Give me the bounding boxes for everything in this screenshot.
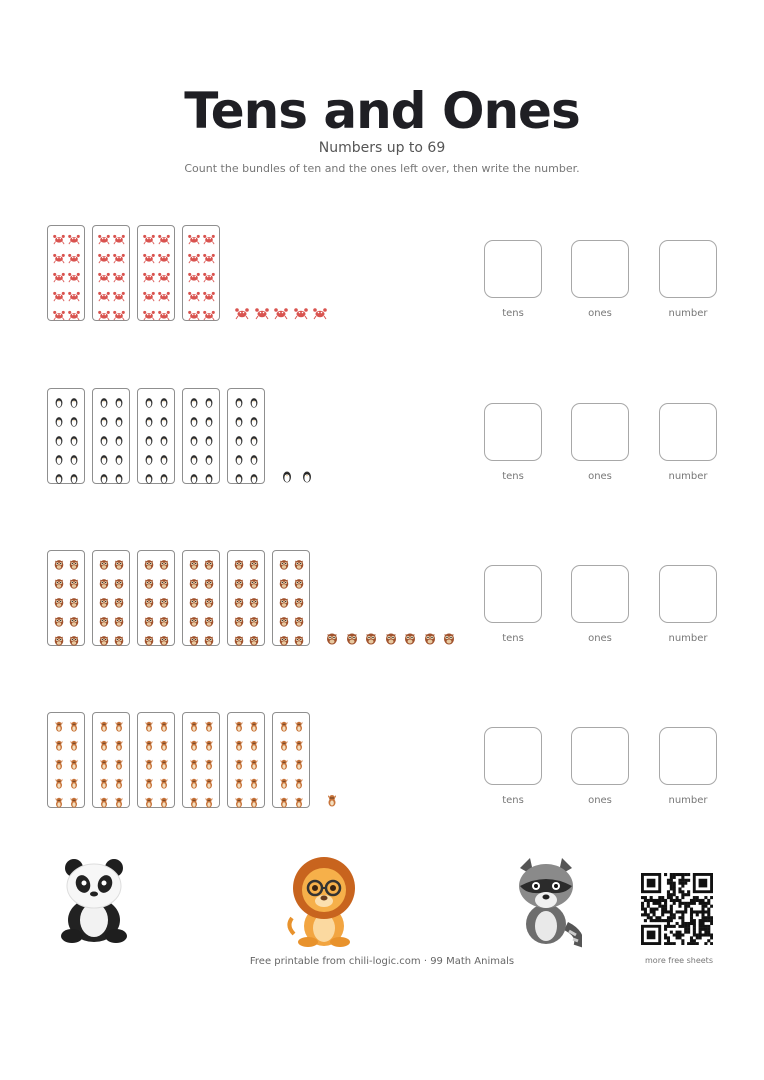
penguin-icon [68, 469, 80, 481]
lion-illustration [284, 856, 364, 948]
owl-icon [113, 574, 125, 586]
owl-icon [293, 612, 305, 624]
owl-icon [68, 631, 80, 643]
crab-icon [98, 268, 110, 280]
deer-icon [98, 736, 110, 748]
deer-icon [248, 774, 260, 786]
page-subtitle: Numbers up to 69 [318, 140, 446, 156]
penguin-icon [158, 412, 170, 424]
penguin-icon [113, 412, 125, 424]
deer-icon [113, 793, 125, 805]
penguin-icon [203, 393, 215, 405]
owl-icon [98, 593, 110, 605]
crab-icon [143, 230, 155, 242]
crab-icon [68, 306, 80, 318]
tens-label: tens [502, 633, 524, 644]
deer-icon [233, 755, 245, 767]
owl-icon [248, 631, 260, 643]
crab-icon [98, 249, 110, 261]
ten-bundle [47, 550, 85, 646]
penguin-icon [53, 450, 65, 462]
penguin-icon [113, 450, 125, 462]
crab-icon [68, 287, 80, 299]
owl-icon [233, 574, 245, 586]
crab-icon [274, 305, 288, 319]
deer-icon [113, 774, 125, 786]
crab-icon [188, 268, 200, 280]
ones-answer-box[interactable] [571, 240, 629, 298]
ten-bundle [227, 550, 265, 646]
tens-label: tens [502, 308, 524, 319]
crab-icon [143, 268, 155, 280]
ten-bundle [47, 388, 85, 484]
deer-icon [98, 717, 110, 729]
owl-icon [203, 593, 215, 605]
crab-icon [313, 305, 327, 319]
qr-label: more free sheets [645, 956, 713, 965]
owl-icon [248, 574, 260, 586]
owl-icon [98, 555, 110, 567]
deer-icon [158, 774, 170, 786]
deer-icon [53, 793, 65, 805]
crab-icon [113, 287, 125, 299]
deer-icon [53, 755, 65, 767]
owl-icon [68, 593, 80, 605]
raccoon-illustration [512, 856, 582, 948]
deer-icon [158, 793, 170, 805]
owl-icon [248, 612, 260, 624]
deer-icon [203, 755, 215, 767]
owl-icon [203, 574, 215, 586]
deer-icon [113, 755, 125, 767]
crab-icon [113, 306, 125, 318]
penguin-icon [233, 450, 245, 462]
owl-icon [278, 631, 290, 643]
penguin-icon [233, 393, 245, 405]
deer-icon [113, 736, 125, 748]
owl-icon [113, 612, 125, 624]
penguin-icon [188, 431, 200, 443]
deer-icon [158, 755, 170, 767]
penguin-icon [53, 431, 65, 443]
ten-bundle [137, 388, 175, 484]
owl-icon [293, 631, 305, 643]
penguin-icon [248, 393, 260, 405]
owl-icon [113, 631, 125, 643]
ten-bundle [92, 550, 130, 646]
owl-icon [345, 630, 359, 644]
penguin-icon [158, 469, 170, 481]
owl-icon [143, 631, 155, 643]
penguin-icon [98, 469, 110, 481]
deer-icon [188, 717, 200, 729]
penguin-icon [248, 450, 260, 462]
deer-icon [188, 736, 200, 748]
ten-bundle [92, 712, 130, 808]
crab-icon [143, 287, 155, 299]
number-answer-box[interactable] [659, 403, 717, 461]
deer-icon [68, 793, 80, 805]
owl-icon [248, 555, 260, 567]
penguin-icon [233, 412, 245, 424]
crab-icon [203, 287, 215, 299]
deer-icon [293, 774, 305, 786]
penguin-icon [143, 412, 155, 424]
crab-icon [203, 230, 215, 242]
deer-icon [113, 717, 125, 729]
penguin-icon [248, 412, 260, 424]
penguin-icon [98, 450, 110, 462]
crab-icon [188, 306, 200, 318]
problem-row [0, 712, 764, 822]
owl-icon [53, 612, 65, 624]
footer-credit: Free printable from chili-logic.com · 99 Math Animals [249, 956, 515, 967]
penguin-icon [280, 468, 294, 482]
deer-icon [293, 717, 305, 729]
owl-icon [53, 555, 65, 567]
owl-icon [158, 612, 170, 624]
owl-icon [143, 555, 155, 567]
ones-answer-box[interactable] [571, 565, 629, 623]
penguin-icon [113, 469, 125, 481]
panda-illustration [58, 858, 130, 944]
deer-icon [53, 736, 65, 748]
deer-icon [158, 717, 170, 729]
owl-icon [188, 631, 200, 643]
owl-icon [188, 555, 200, 567]
number-answer-box[interactable] [659, 240, 717, 298]
page-title: Tens and Ones [184, 82, 580, 140]
owl-icon [53, 574, 65, 586]
owl-icon [233, 593, 245, 605]
crab-icon [113, 268, 125, 280]
deer-icon [68, 755, 80, 767]
owl-icon [143, 574, 155, 586]
deer-icon [325, 792, 339, 806]
deer-icon [278, 755, 290, 767]
penguin-icon [98, 412, 110, 424]
ten-bundle [92, 388, 130, 484]
owl-icon [68, 574, 80, 586]
penguin-icon [188, 412, 200, 424]
owl-icon [403, 630, 417, 644]
deer-icon [233, 793, 245, 805]
owl-icon [278, 555, 290, 567]
owl-icon [325, 630, 339, 644]
ten-bundle [272, 712, 310, 808]
deer-icon [248, 755, 260, 767]
owl-icon [233, 631, 245, 643]
deer-icon [248, 793, 260, 805]
owl-icon [278, 574, 290, 586]
deer-icon [278, 774, 290, 786]
deer-icon [68, 774, 80, 786]
owl-icon [158, 631, 170, 643]
deer-icon [143, 755, 155, 767]
ones-label: ones [588, 795, 612, 806]
deer-icon [158, 736, 170, 748]
number-answer-box[interactable] [659, 727, 717, 785]
owl-icon [68, 555, 80, 567]
crab-icon [158, 306, 170, 318]
crab-icon [98, 230, 110, 242]
crab-icon [98, 306, 110, 318]
crab-icon [188, 287, 200, 299]
ten-bundle [227, 388, 265, 484]
ten-bundle [182, 550, 220, 646]
owl-icon [233, 612, 245, 624]
ten-bundle [137, 225, 175, 321]
crab-icon [98, 287, 110, 299]
ten-bundle [47, 712, 85, 808]
deer-icon [248, 736, 260, 748]
deer-icon [68, 717, 80, 729]
penguin-icon [248, 469, 260, 481]
penguin-icon [53, 469, 65, 481]
deer-icon [203, 717, 215, 729]
problem-row [0, 388, 764, 498]
owl-icon [158, 593, 170, 605]
deer-icon [188, 793, 200, 805]
tens-answer-box[interactable] [484, 240, 542, 298]
deer-icon [233, 717, 245, 729]
owl-icon [98, 612, 110, 624]
ten-bundle [182, 225, 220, 321]
crab-icon [203, 249, 215, 261]
penguin-icon [53, 412, 65, 424]
penguin-icon [248, 431, 260, 443]
penguin-icon [203, 412, 215, 424]
instructions: Count the bundles of ten and the ones left over, then write the number. [184, 162, 580, 175]
ten-bundle [137, 550, 175, 646]
owl-icon [278, 612, 290, 624]
owl-icon [384, 630, 398, 644]
penguin-icon [53, 393, 65, 405]
number-label: number [668, 795, 708, 806]
crab-icon [53, 287, 65, 299]
ones-answer-box[interactable] [571, 727, 629, 785]
deer-icon [53, 774, 65, 786]
crab-icon [203, 306, 215, 318]
deer-icon [293, 793, 305, 805]
owl-icon [293, 593, 305, 605]
owl-icon [53, 631, 65, 643]
crab-icon [158, 287, 170, 299]
owl-icon [293, 574, 305, 586]
owl-icon [293, 555, 305, 567]
tens-label: tens [502, 471, 524, 482]
owl-icon [143, 593, 155, 605]
ten-bundle [47, 225, 85, 321]
number-label: number [668, 471, 708, 482]
owl-icon [203, 612, 215, 624]
penguin-icon [158, 450, 170, 462]
deer-icon [188, 755, 200, 767]
ones-label: ones [588, 308, 612, 319]
crab-icon [158, 230, 170, 242]
crab-icon [158, 249, 170, 261]
deer-icon [53, 717, 65, 729]
crab-icon [143, 249, 155, 261]
ten-bundle [92, 225, 130, 321]
penguin-icon [143, 450, 155, 462]
crab-icon [158, 268, 170, 280]
tens-label: tens [502, 795, 524, 806]
problem-row [0, 550, 764, 660]
penguin-icon [68, 412, 80, 424]
ones-answer-box[interactable] [571, 403, 629, 461]
owl-icon [278, 593, 290, 605]
penguin-icon [203, 469, 215, 481]
crab-icon [53, 249, 65, 261]
owl-icon [203, 555, 215, 567]
owl-icon [423, 630, 437, 644]
penguin-icon [98, 431, 110, 443]
tens-answer-box[interactable] [484, 403, 542, 461]
deer-icon [143, 774, 155, 786]
deer-icon [203, 736, 215, 748]
deer-icon [68, 736, 80, 748]
tens-answer-box[interactable] [484, 727, 542, 785]
penguin-icon [143, 469, 155, 481]
deer-icon [98, 755, 110, 767]
crab-icon [68, 249, 80, 261]
owl-icon [364, 630, 378, 644]
penguin-icon [188, 393, 200, 405]
crab-icon [143, 306, 155, 318]
deer-icon [278, 717, 290, 729]
deer-icon [143, 793, 155, 805]
penguin-icon [68, 450, 80, 462]
owl-icon [442, 630, 456, 644]
owl-icon [113, 555, 125, 567]
penguin-icon [203, 431, 215, 443]
owl-icon [188, 593, 200, 605]
deer-icon [248, 717, 260, 729]
penguin-icon [188, 469, 200, 481]
owl-icon [68, 612, 80, 624]
deer-icon [293, 755, 305, 767]
owl-icon [188, 612, 200, 624]
penguin-icon [68, 393, 80, 405]
deer-icon [278, 736, 290, 748]
penguin-icon [158, 393, 170, 405]
penguin-icon [143, 431, 155, 443]
ten-bundle [272, 550, 310, 646]
owl-icon [158, 574, 170, 586]
penguin-icon [98, 393, 110, 405]
deer-icon [98, 774, 110, 786]
penguin-icon [188, 450, 200, 462]
number-label: number [668, 633, 708, 644]
crab-icon [68, 268, 80, 280]
crab-icon [188, 249, 200, 261]
owl-icon [98, 574, 110, 586]
penguin-icon [113, 431, 125, 443]
deer-icon [233, 736, 245, 748]
ten-bundle [137, 712, 175, 808]
deer-icon [278, 793, 290, 805]
penguin-icon [233, 469, 245, 481]
ones-label: ones [588, 633, 612, 644]
crab-icon [53, 268, 65, 280]
ten-bundle [182, 712, 220, 808]
ones-label: ones [588, 471, 612, 482]
number-answer-box[interactable] [659, 565, 717, 623]
deer-icon [188, 774, 200, 786]
penguin-icon [203, 450, 215, 462]
crab-icon [113, 249, 125, 261]
tens-answer-box[interactable] [484, 565, 542, 623]
ten-bundle [227, 712, 265, 808]
deer-icon [233, 774, 245, 786]
deer-icon [203, 793, 215, 805]
owl-icon [98, 631, 110, 643]
qr-code[interactable] [641, 873, 713, 945]
number-label: number [668, 308, 708, 319]
penguin-icon [143, 393, 155, 405]
owl-icon [203, 631, 215, 643]
penguin-icon [300, 468, 314, 482]
crab-icon [53, 306, 65, 318]
owl-icon [233, 555, 245, 567]
owl-icon [113, 593, 125, 605]
crab-icon [53, 230, 65, 242]
deer-icon [203, 774, 215, 786]
owl-icon [53, 593, 65, 605]
deer-icon [293, 736, 305, 748]
crab-icon [188, 230, 200, 242]
deer-icon [98, 793, 110, 805]
owl-icon [248, 593, 260, 605]
owl-icon [158, 555, 170, 567]
deer-icon [143, 736, 155, 748]
crab-icon [113, 230, 125, 242]
problem-row [0, 225, 764, 335]
crab-icon [68, 230, 80, 242]
penguin-icon [233, 431, 245, 443]
crab-icon [203, 268, 215, 280]
crab-icon [255, 305, 269, 319]
penguin-icon [113, 393, 125, 405]
owl-icon [143, 612, 155, 624]
crab-icon [294, 305, 308, 319]
penguin-icon [158, 431, 170, 443]
ten-bundle [182, 388, 220, 484]
penguin-icon [68, 431, 80, 443]
deer-icon [143, 717, 155, 729]
owl-icon [188, 574, 200, 586]
crab-icon [235, 305, 249, 319]
